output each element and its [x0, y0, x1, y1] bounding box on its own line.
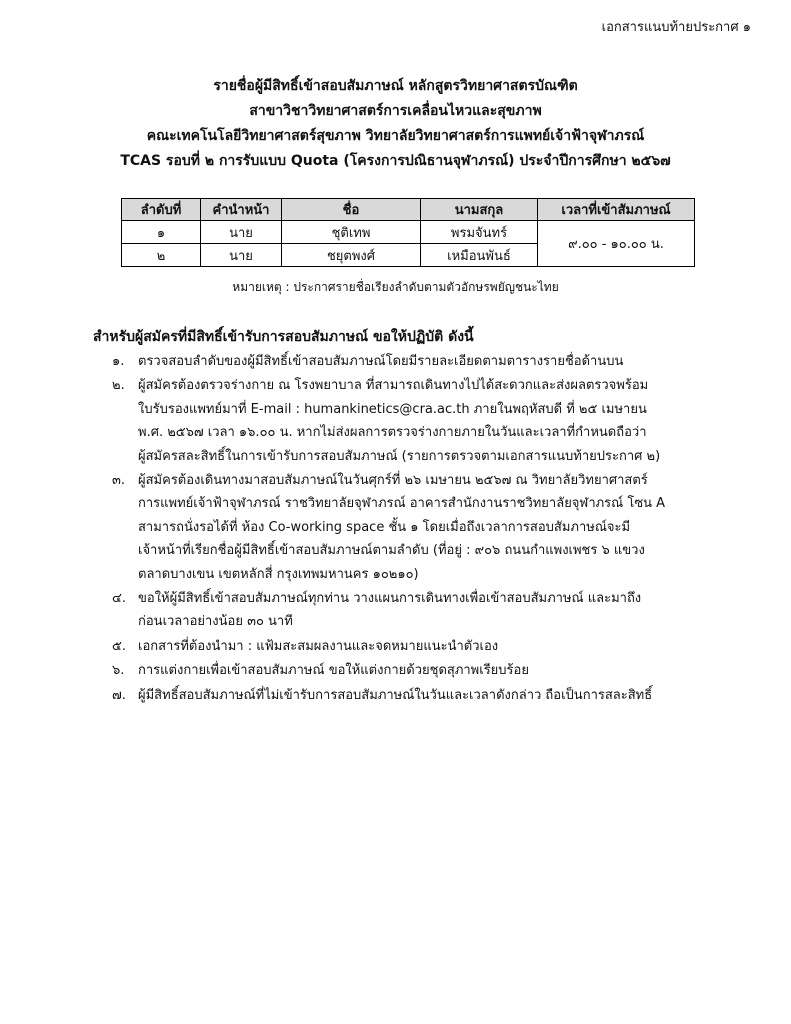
item-text: ผู้มีสิทธิ์สอบสัมภาษณ์ที่ไม่เข้ารับการสอบสัมภาษณ์ในวันและเวลาดังกล่าว ถือเป็นการสละสิทธิ์ [138, 687, 653, 703]
table-row [122, 221, 695, 244]
cell-name: ชุติเทพ [282, 221, 421, 244]
item-text: ขอให้ผู้มีสิทธิ์เข้าสอบสัมภาษณ์ทุกท่าน วางแผนการเดินทางเพื่อเข้าสอบสัมภาษณ์ และมาถึง ก่อนเวลาอย่างน้อย ๓๐ นาที [138, 591, 642, 630]
header-surname: นามสกุล [421, 199, 538, 221]
header-name: ชื่อ [282, 199, 421, 221]
list-item [100, 350, 710, 373]
cell-no: ๒ [122, 244, 201, 267]
cell-prefix: นาย [201, 221, 282, 244]
table-header-row [122, 199, 695, 221]
list-item [100, 684, 710, 707]
item-text: เอกสารที่ต้องนำมา : แฟ้มสะสมผลงานและจดหมายแนะนำตัวเอง [138, 638, 499, 654]
cell-surname: พรมจันทร์ [421, 221, 538, 244]
item-number: ๒. [112, 378, 125, 394]
item-text: ผู้สมัครต้องตรวจร่างกาย ณ โรงพยาบาล ที่สามารถเดินทางไปได้สะดวกและส่งผลตรวจพร้อม ใบรับรองแพทย์มาที่ E-mail : humankinetics@cra.ac.th ภายในพฤหัสบดี ที่ ๒๕ เมษายน พ.ศ. ๒๕๖๗ เวลา ๑๖.๐๐ น. หากไม่ส่งผลการตรวจร่างกายภายในวันและเวลาที่กำหนดถือว่า ผู้สมัครสละสิทธิ์ในการเข้ารับการสอบสัมภาษณ์ (รายการตรวจตามเอกสารแนบท้ายประกาศ ๒) [138, 378, 661, 464]
title-line: TCAS รอบที่ ๒ การรับแบบ Quota (โครงการปณิธานจุฬาภรณ์) ประจำปีการศึกษา ๒๕๖๗ [120, 153, 671, 169]
item-text: ตรวจสอบลำดับของผู้มีสิทธิ์เข้าสอบสัมภาษณ์โดยมีรายละเอียดตามตารางรายชื่อด้านบน [138, 354, 624, 369]
attachment-label: เอกสารแนบท้ายประกาศ ๑ [601, 20, 751, 35]
cell-no: ๑ [122, 221, 201, 244]
item-number: ๗. [112, 687, 126, 703]
header-prefix: คำนำหน้า [201, 199, 282, 221]
cell-prefix: นาย [201, 244, 282, 267]
item-number: ๔. [112, 591, 126, 607]
list-item [100, 374, 710, 468]
document-title [0, 74, 791, 174]
cell-surname: เหมือนพันธ์ [421, 244, 538, 267]
table-note: หมายเหตุ : ประกาศรายชื่อเรียงลำดับตามตัวอักษรพยัญชนะไทย [232, 280, 559, 294]
item-text: ผู้สมัครต้องเดินทางมาสอบสัมภาษณ์ในวันศุกร์ที่ ๒๖ เมษายน ๒๕๖๗ ณ วิทยาลัยวิทยาศาสตร์ การแพทย์เจ้าฟ้าจุฬาภรณ์ ราชวิทยาลัยจุฬาภรณ์ อาคารสำนักงานราชวิทยาลัยจุฬาภรณ์ โซน A สามารถนั่งรอได้ที่ ห้อง Co-working space ชั้น ๑ โดยเมื่อถึงเวลาการสอบสัมภาษณ์จะมี เจ้าหน้าที่เรียกชื่อผู้มีสิทธิ์เข้าสอบสัมภาษณ์ตามลำดับ (ที่อยู่ : ๙๐๖ ถนนกำแพงเพชร ๖ แขวง ตลาดบางเขน เขตหลักสี่ กรุงเทพมหานคร ๑๐๒๑๐) [138, 473, 666, 582]
cell-time: ๙.๐๐ - ๑๐.๐๐ น. [538, 221, 695, 267]
list-item [100, 659, 710, 682]
item-text: การแต่งกายเพื่อเข้าสอบสัมภาษณ์ ขอให้แต่งกายด้วยชุดสุภาพเรียบร้อย [138, 663, 529, 679]
item-number: ๑. [112, 354, 125, 369]
list-item [100, 469, 710, 586]
header-time: เวลาที่เข้าสัมภาษณ์ [538, 199, 695, 221]
item-number: ๖. [112, 663, 125, 679]
instructions-list [100, 350, 710, 708]
list-item [100, 635, 710, 658]
title-line: สาขาวิชาวิทยาศาสตร์การเคลื่อนไหวและสุขภาพ [249, 103, 542, 119]
cell-name: ชยุตพงศ์ [282, 244, 421, 267]
list-item [100, 587, 710, 634]
candidate-table [121, 198, 695, 267]
header-no: ลำดับที่ [122, 199, 201, 221]
item-number: ๕. [112, 638, 126, 654]
item-number: ๓. [112, 473, 126, 489]
title-line: คณะเทคโนโลยีวิทยาศาสตร์สุขภาพ วิทยาลัยวิทยาศาสตร์การแพทย์เจ้าฟ้าจุฬาภรณ์ [146, 128, 645, 144]
title-line: รายชื่อผู้มีสิทธิ์เข้าสอบสัมภาษณ์ หลักสูตรวิทยาศาสตรบัณฑิต [213, 78, 578, 94]
instructions-heading: สำหรับผู้สมัครที่มีสิทธิ์เข้ารับการสอบสัมภาษณ์ ขอให้ปฏิบัติ ดังนี้ [93, 329, 474, 345]
